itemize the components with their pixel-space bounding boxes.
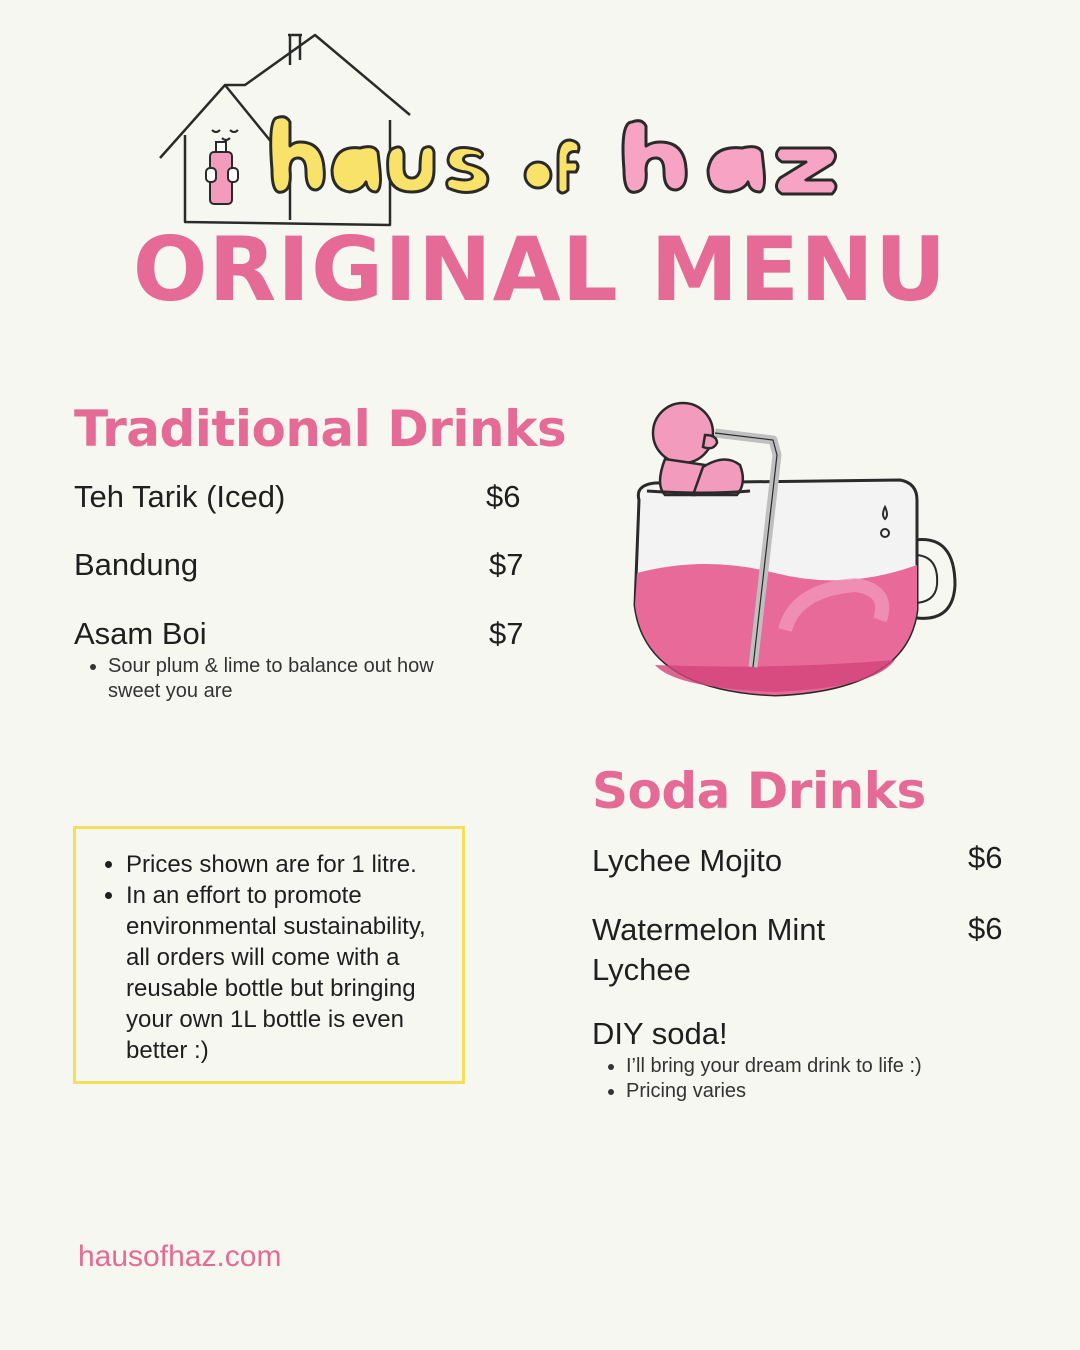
info-bullet-1: • Prices shown are for 1 litre. bbox=[126, 849, 456, 880]
traditional-heading: Traditional Drinks bbox=[74, 400, 567, 458]
drink-glass-illustration bbox=[625, 395, 965, 705]
item-teh-tarik: Teh Tarik (Iced) bbox=[74, 479, 286, 514]
item-asam-boi: Asam Boi bbox=[74, 616, 207, 651]
asam-boi-notes bbox=[74, 654, 474, 704]
info-box bbox=[73, 826, 465, 1084]
price-lychee-mojito: $6 bbox=[968, 840, 1003, 875]
item-lychee-mojito: Lychee Mojito bbox=[592, 843, 783, 878]
item-watermelon-mint-lychee: Watermelon Mint Lychee bbox=[592, 912, 826, 987]
brand-logo bbox=[150, 30, 930, 235]
price-teh-tarik: $6 bbox=[486, 479, 521, 514]
note-item: • Sour plum & lime to balance out how sweet you are bbox=[108, 654, 474, 704]
price-bandung: $7 bbox=[489, 547, 524, 582]
note-item: • I’ll bring your dream drink to life :) bbox=[626, 1054, 1012, 1079]
price-watermelon-mint-lychee: $6 bbox=[968, 911, 1003, 946]
menu-title: ORIGINAL MENU bbox=[132, 218, 948, 321]
info-bullet-2: • In an effort to promote environmental sustainability, all orders will come with a reusable bottle but bringing your own 1L bottle is even better :) bbox=[126, 880, 456, 1066]
diy-soda-notes bbox=[592, 1054, 1012, 1104]
note-item: • Pricing varies bbox=[626, 1079, 1012, 1104]
website-link[interactable]: hausofhaz.com bbox=[78, 1240, 282, 1273]
item-bandung: Bandung bbox=[74, 547, 199, 582]
house-logo-illustration bbox=[150, 30, 930, 235]
item-diy-soda: DIY soda! bbox=[592, 1016, 728, 1051]
info-list bbox=[76, 829, 462, 1066]
price-asam-boi: $7 bbox=[489, 616, 524, 651]
soda-heading: Soda Drinks bbox=[592, 762, 926, 820]
